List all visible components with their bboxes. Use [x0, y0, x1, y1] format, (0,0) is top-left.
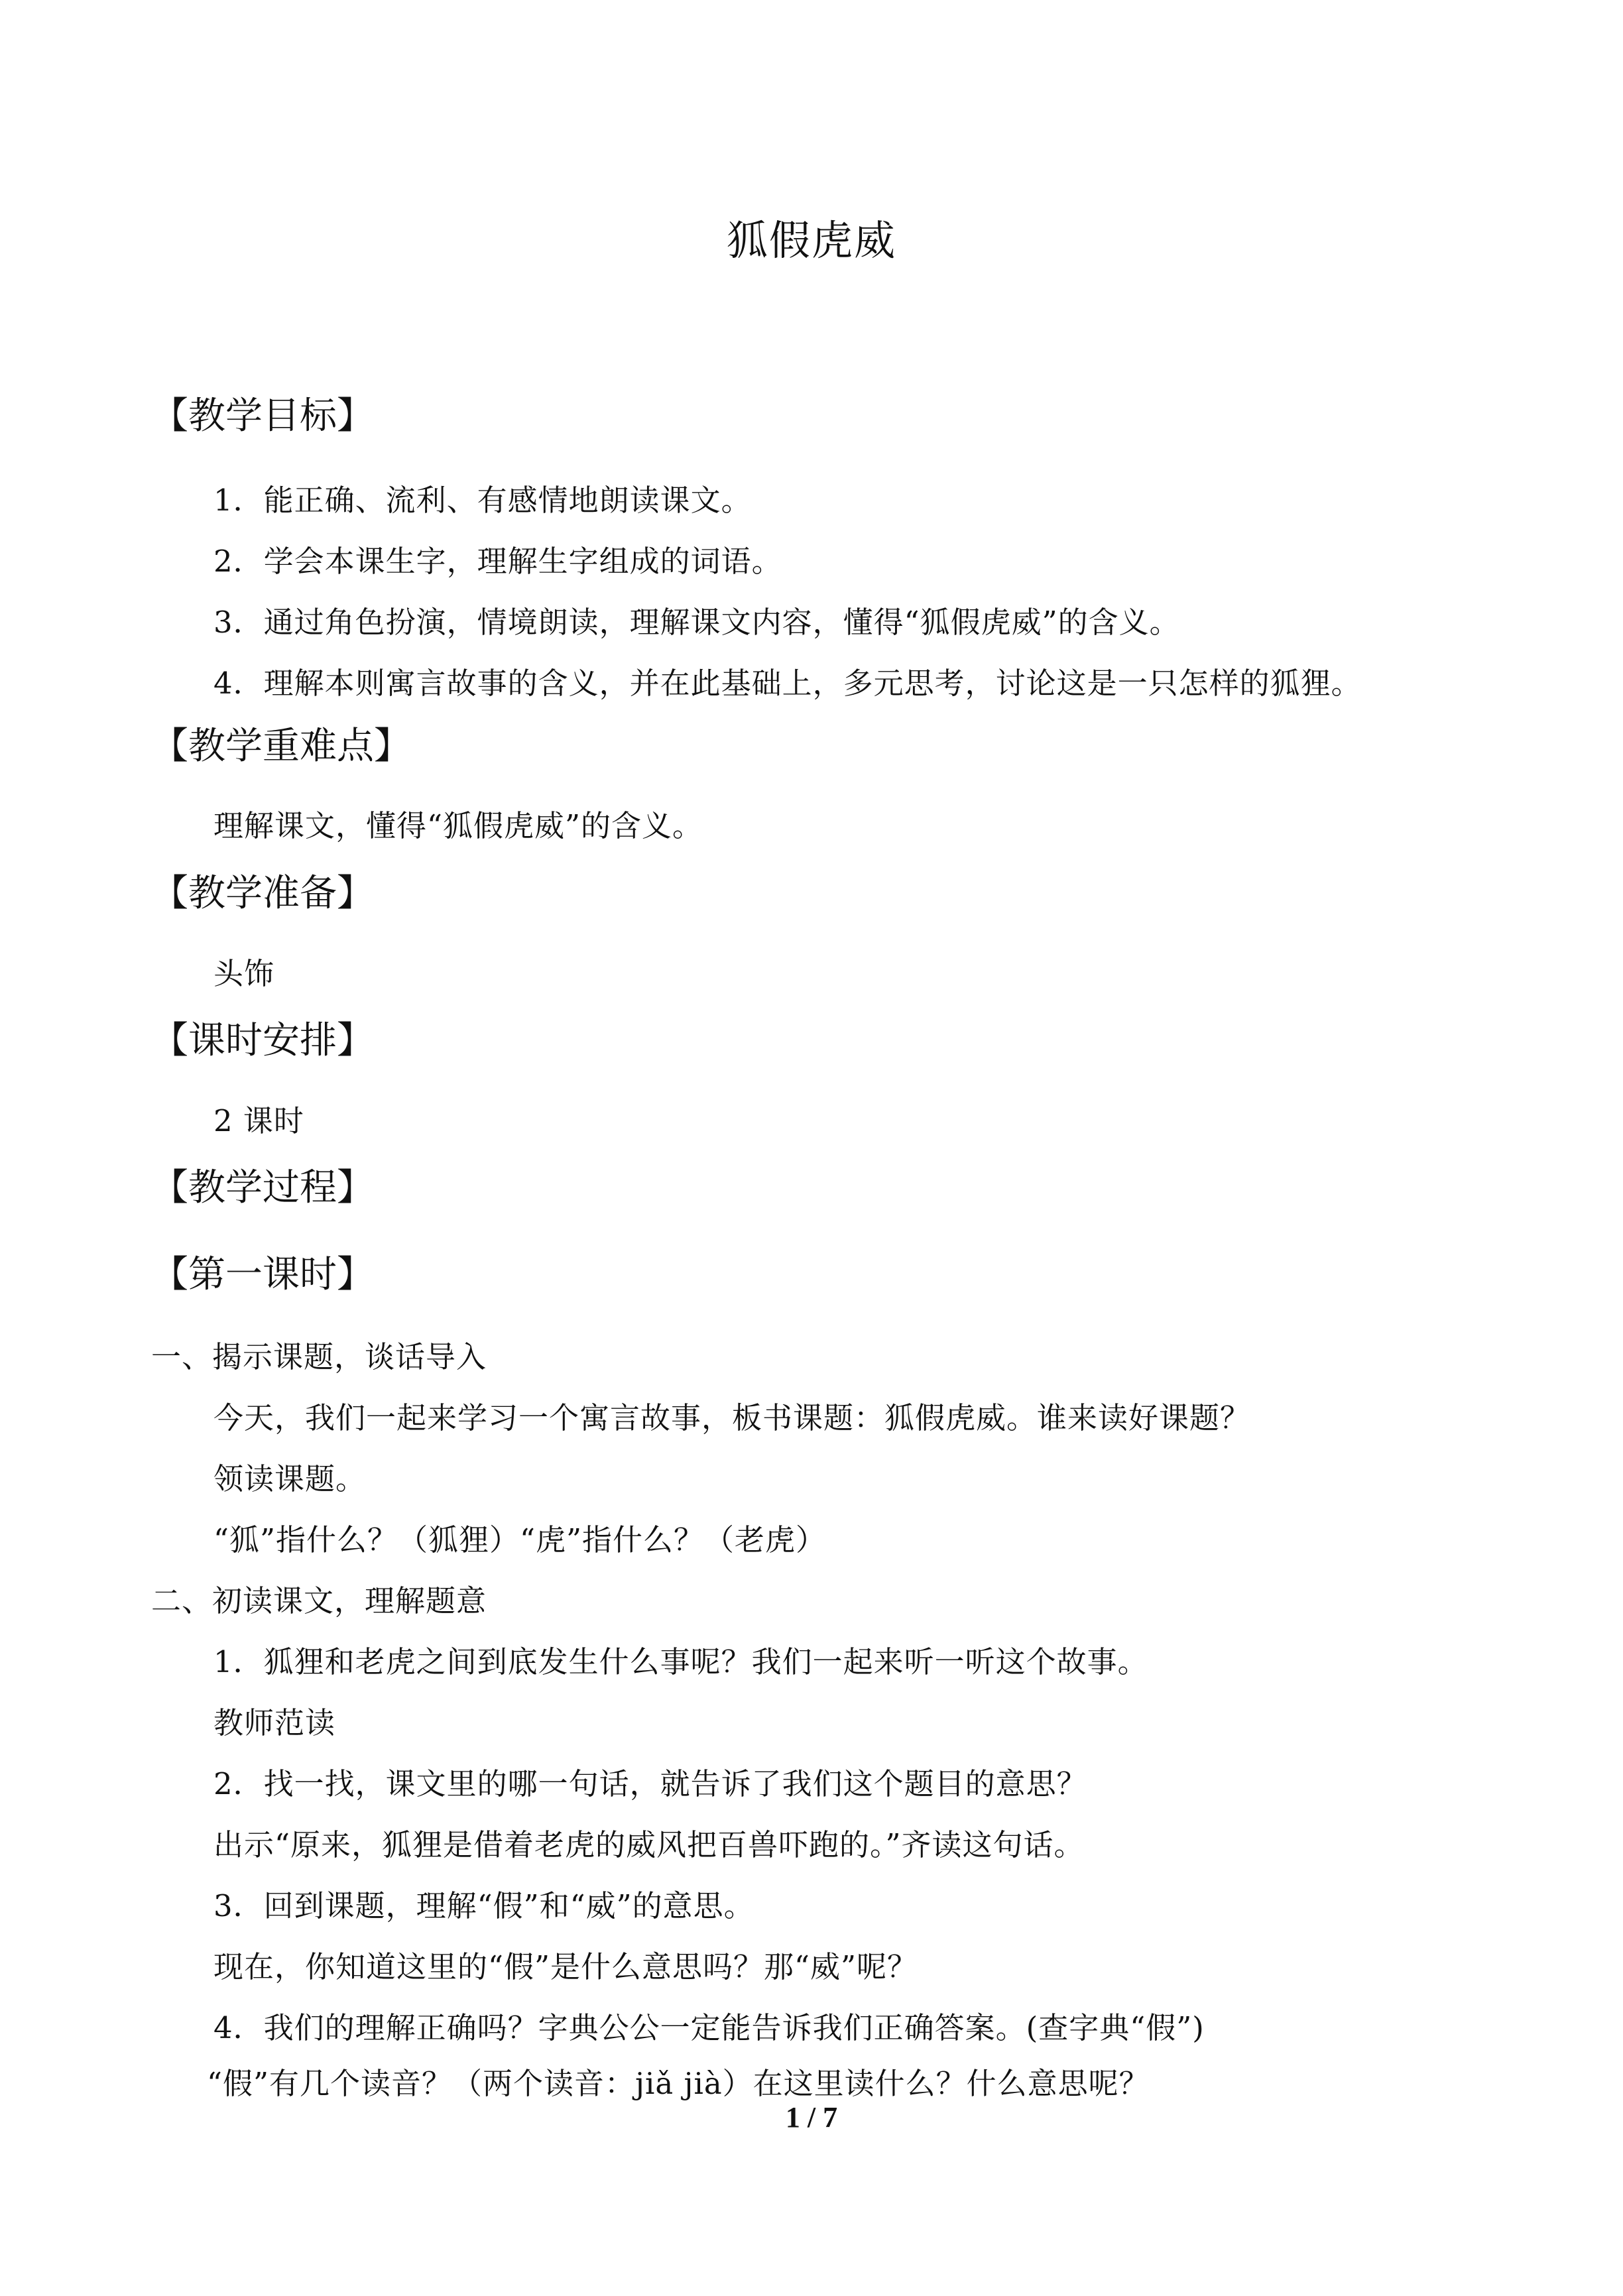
- section-heading-preparation: 【教学准备】: [151, 872, 374, 915]
- document-title: 狐假虎威: [726, 216, 896, 265]
- page-number: 1 / 7: [785, 2101, 838, 2134]
- lesson-line: “狐”指什么？（狐狸）“虎”指什么？（老虎）: [213, 1522, 827, 1557]
- lesson-line: 4．我们的理解正确吗？字典公公一定能告诉我们正确答案。(查字典“假”): [213, 2010, 1205, 2045]
- lesson-line: 领读课题。: [213, 1461, 367, 1496]
- section-heading-objectives: 【教学目标】: [151, 394, 374, 438]
- objective-item: 3．通过角色扮演，情境朗读，理解课文内容，懂得“狐假虎威”的含义。: [213, 605, 1180, 640]
- section-heading-schedule: 【课时安排】: [151, 1019, 374, 1062]
- objective-item: 4．理解本则寓言故事的含义，并在此基础上，多元思考，讨论这是一只怎样的狐狸。: [213, 666, 1362, 701]
- lesson-line: 1．狐狸和老虎之间到底发生什么事呢？我们一起来听一听这个故事。: [213, 1644, 1148, 1679]
- schedule-text: 2 课时: [213, 1103, 304, 1138]
- lesson-line: “假”有几个读音？（两个读音：jiǎ jià）在这里读什么？什么意思呢？: [207, 2066, 1150, 2101]
- lesson-line: 现在，你知道这里的“假”是什么意思吗？那“威”呢？: [213, 1949, 918, 1984]
- objective-item: 1．能正确、流利、有感情地朗读课文。: [213, 483, 752, 518]
- lesson-line: 2．找一找，课文里的哪一句话，就告诉了我们这个题目的意思？: [213, 1766, 1087, 1801]
- objective-item: 2．学会本课生字，理解生字组成的词语。: [213, 544, 782, 579]
- part-title: 二、初读课文，理解题意: [151, 1583, 487, 1618]
- lesson-line: 出示“原来，狐狸是借着老虎的威风把百兽吓跑的。”齐读这句话。: [213, 1827, 1085, 1862]
- section-heading-first-lesson: 【第一课时】: [151, 1253, 374, 1296]
- preparation-text: 头饰: [213, 956, 275, 991]
- key-points-text: 理解课文，懂得“狐假虎威”的含义。: [213, 808, 703, 843]
- lesson-line: 3．回到课题，理解“假”和“威”的意思。: [213, 1888, 754, 1923]
- part-title: 一、揭示课题，谈话导入: [151, 1339, 487, 1374]
- lesson-line: 教师范读: [213, 1705, 336, 1740]
- section-heading-process: 【教学过程】: [151, 1166, 374, 1209]
- lesson-line: 今天，我们一起来学习一个寓言故事，板书课题：狐假虎威。谁来读好课题？: [213, 1400, 1251, 1435]
- section-heading-key-points: 【教学重难点】: [151, 725, 411, 768]
